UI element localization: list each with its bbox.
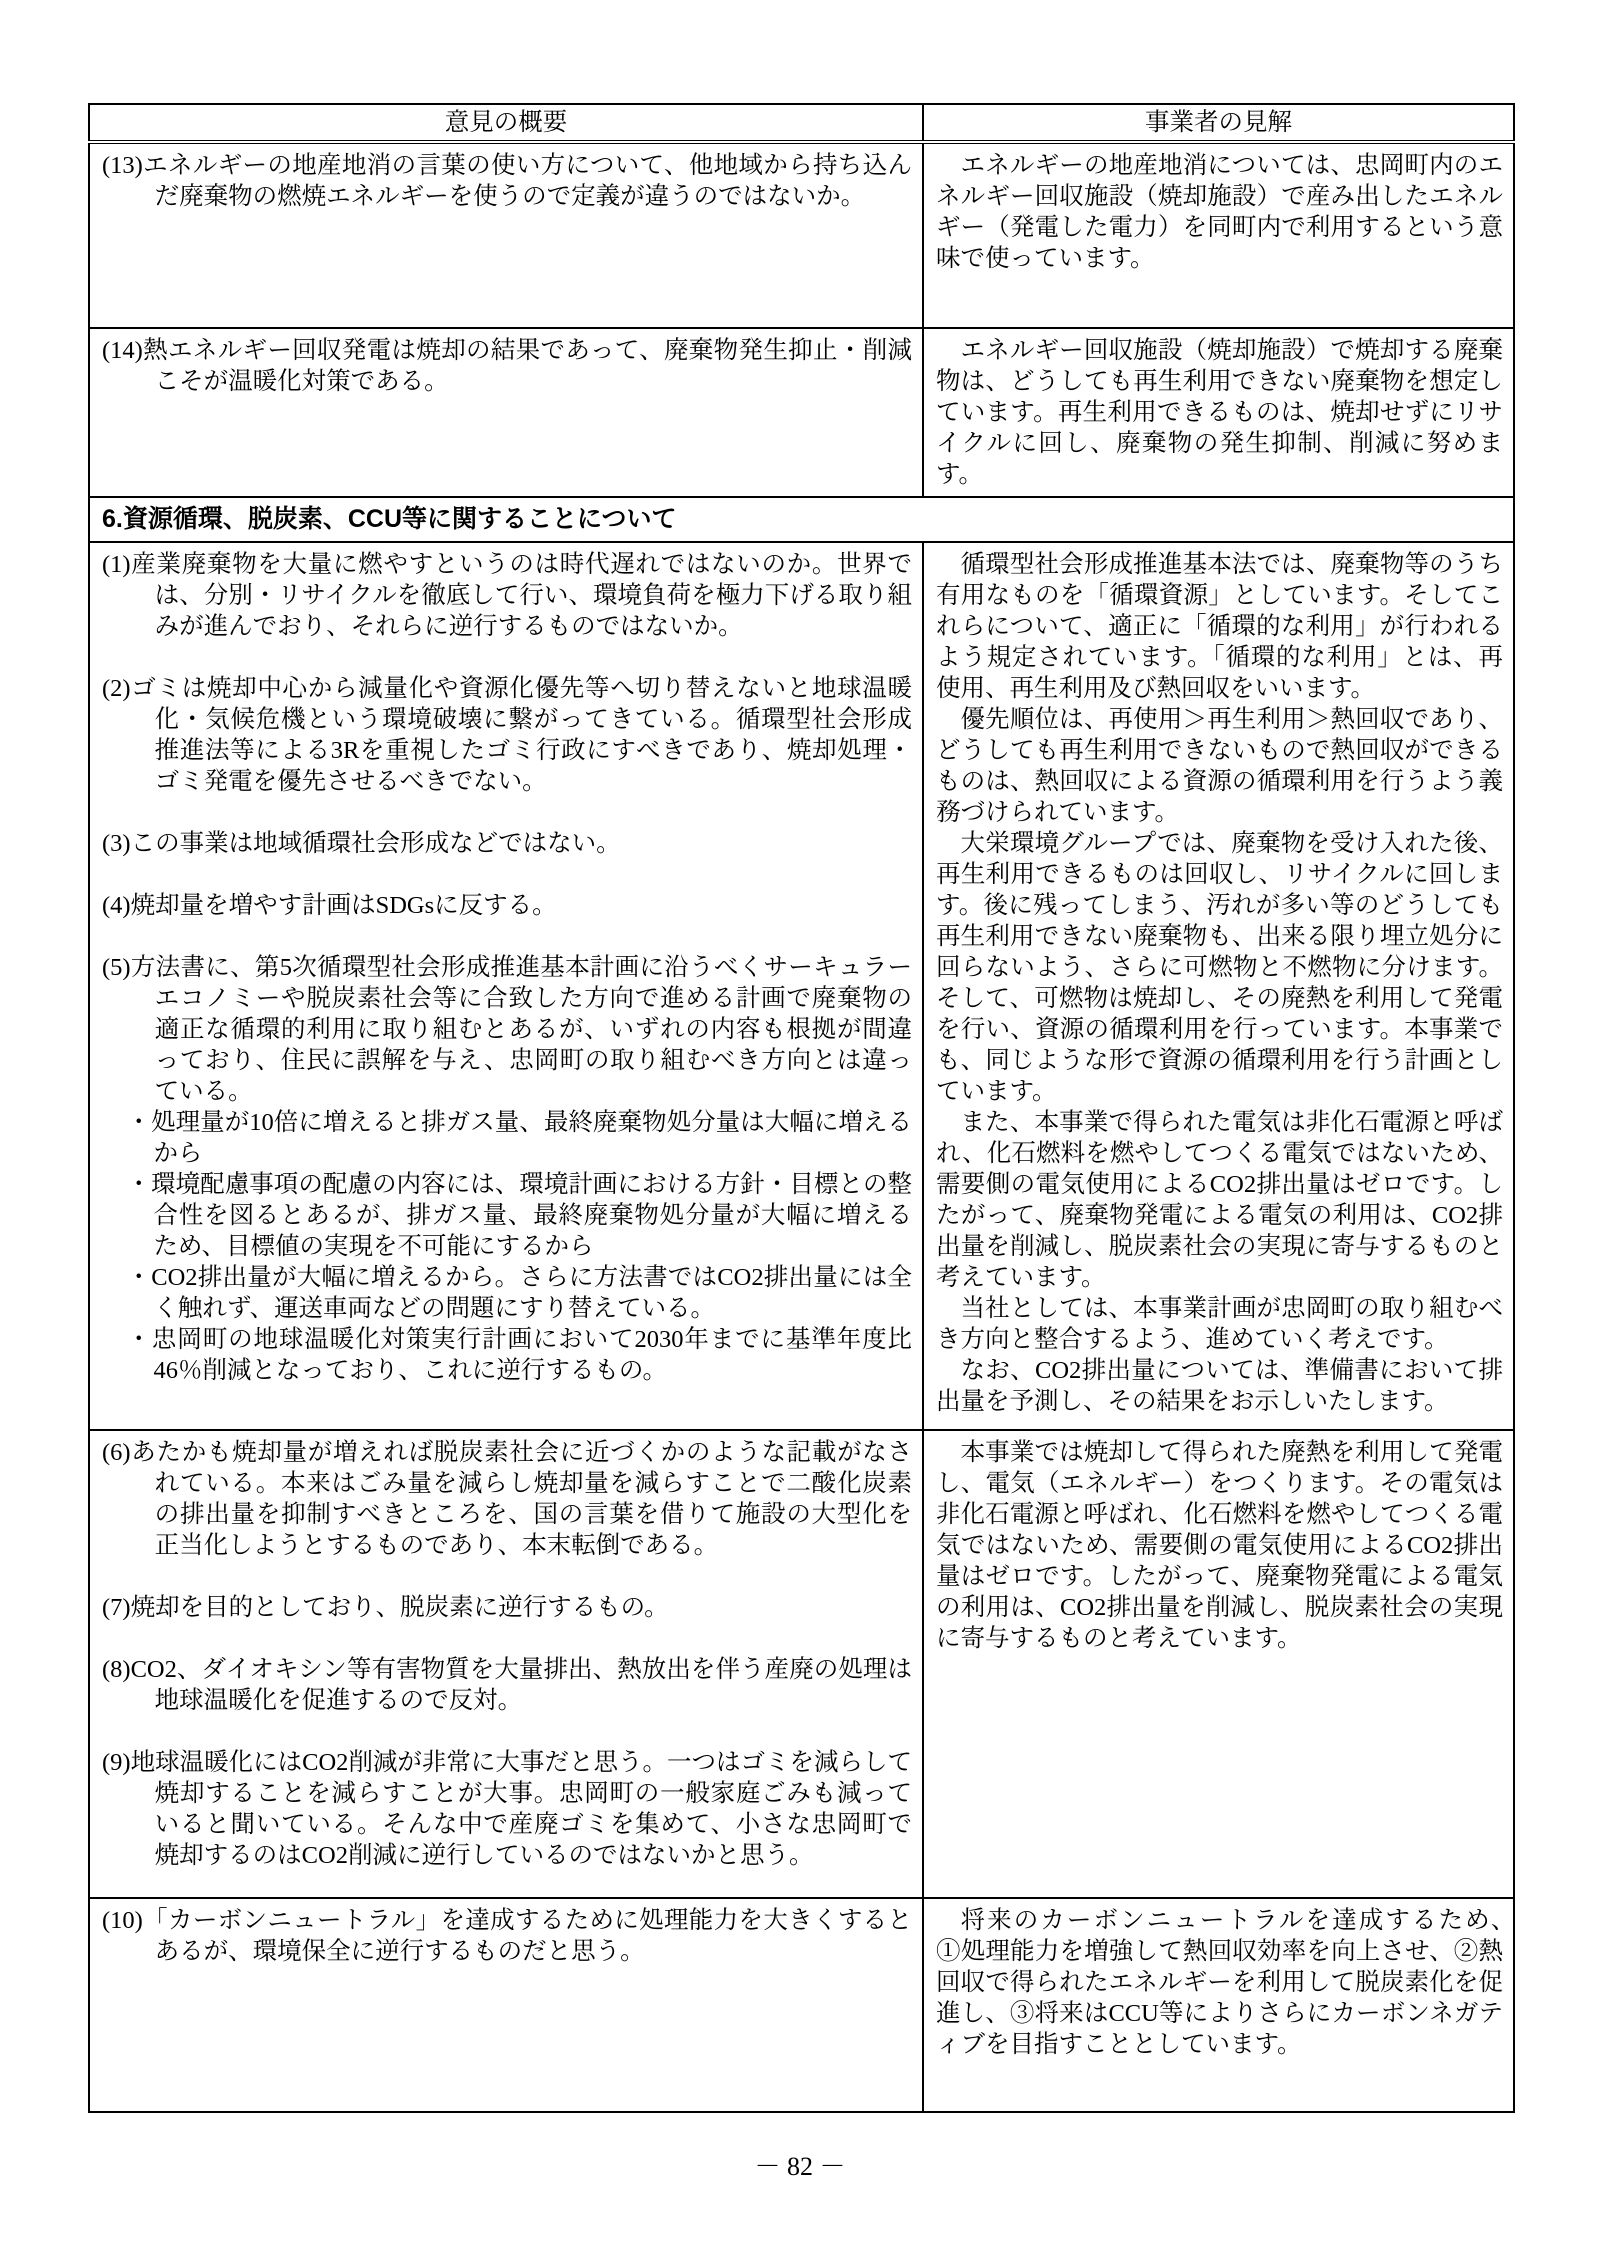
view-paragraph: 本事業では焼却して得られた廃熱を利用して発電し、電気（エネルギー）をつくります。その電気は非化石電源と呼ばれ、化石燃料を燃やしてつくる電気ではないため、需要側の電気使用によるCO2排出量はゼロです。したがって、廃棄物発電による電気の利用は、CO2排出量を削減し、脱炭素社会の実現に寄与するものと考えています。	[936, 1439, 1503, 1652]
page-number: － 82 －	[754, 2152, 846, 2181]
view-paragraph: 循環型社会形成推進基本法では、廃棄物等のうち有用なものを「循環資源」としています。そしてこれらについて、適正に「循環的な利用」が行われるよう規定されています。「循環的な利用」とは、再使用、再生利用及び熱回収をいいます。	[936, 551, 1503, 702]
opinion-item	[102, 1654, 912, 1716]
views-header-cell	[923, 104, 1514, 142]
bullet-marker: ・	[126, 1109, 152, 1136]
opinion-cell	[89, 1898, 923, 2112]
opinion-item-text: 産業廃棄物を大量に燃やすというのは時代遅れではないのか。世界では、分別・リサイクルを徹底して行い、環境負荷を極力下げる取り組みが進んでおり、それらに逆行するものではないか。	[130, 551, 912, 640]
opinion-item-text: 「カーボンニュートラル」を達成するために処理能力を大きくするとあるが、環境保全に逆行するものだと思う。	[142, 1907, 912, 1965]
opinion-item-text: ゴミは焼却中心から減量化や資源化優先等へ切り替えないと地球温暖化・気候危機という環境破壊に繋がってきている。循環型社会形成推進法等による3Rを重視したゴミ行政にすべきであり、焼却処理・ゴミ発電を優先させるべきでない。	[130, 675, 912, 795]
opinion-item-text: 忠岡町の地球温暖化対策実行計画において2030年までに基準年度比46％削減となっており、これに逆行するもの。	[151, 1326, 913, 1384]
opinion-item-label: (6)	[102, 1439, 131, 1466]
view-cell	[923, 142, 1514, 328]
opinion-item	[102, 673, 912, 797]
opinion-item-label: (9)	[102, 1749, 131, 1776]
opinion-item-text: 処理量が10倍に増えると排ガス量、最終廃棄物処分量は大幅に増えるから	[151, 1109, 913, 1167]
opinions-header-label: 意見の概要	[444, 109, 568, 136]
view-cell	[923, 542, 1514, 1430]
opinion-item	[102, 952, 912, 1107]
opinion-item-label: (7)	[102, 1594, 131, 1621]
opinion-item-text: あたかも焼却量が増えれば脱炭素社会に近づくかのような記載がなされている。本来はごみ量を減らし焼却量を減らすことで二酸化炭素の排出量を抑制すべきところを、国の言葉を借りて施設の大型化を正当化しようとするものであり、本末転倒である。	[130, 1439, 912, 1559]
opinion-item-text: 地球温暖化にはCO2削減が非常に大事だと思う。一つはゴミを減らして焼却することを減らすことが大事。忠岡町の一般家庭ごみも減っていると聞いている。そんな中で産廃ゴミを集めて、小さな忠岡町で焼却するのはCO2削減に逆行しているのではないかと思う。	[130, 1749, 912, 1869]
comment-response-table	[88, 103, 1528, 2113]
opinions-header-cell	[89, 104, 923, 142]
opinion-item-text: 熱エネルギー回収発電は焼却の結果であって、廃棄物発生抑止・削減こそが温暖化対策である。	[142, 337, 912, 395]
table-row	[89, 142, 1514, 328]
opinion-bullet-item	[102, 1262, 912, 1324]
opinion-item-text: 環境配慮事項の配慮の内容には、環境計画における方針・目標との整合性を図るとあるが、排ガス量、最終廃棄物処分量が大幅に増えるため、目標値の実現を不可能にするから	[151, 1171, 913, 1260]
table-row	[89, 542, 1514, 1430]
opinion-item-text: CO2排出量が大幅に増えるから。さらに方法書ではCO2排出量には全く触れず、運送車両などの問題にすり替えている。	[151, 1264, 912, 1322]
opinion-item	[102, 1747, 912, 1871]
opinion-bullet-item	[102, 1169, 912, 1262]
opinion-item-label: (5)	[102, 954, 131, 981]
view-cell	[923, 1898, 1528, 2112]
opinion-item	[102, 549, 912, 642]
section-heading-row	[89, 497, 1514, 542]
opinion-item-label: (10)	[102, 1907, 143, 1934]
opinion-bullet-item	[102, 1324, 912, 1386]
opinion-cell	[89, 1430, 923, 1898]
view-paragraph: 優先順位は、再使用＞再生利用＞熱回収であり、どうしても再生利用できないもので熱回収ができるものは、熱回収による資源の循環利用を行うよう義務づけられています。	[936, 706, 1503, 826]
view-cell	[923, 328, 1514, 497]
opinion-cell	[89, 142, 923, 328]
opinion-cell	[89, 542, 923, 1430]
section-heading-label: 6.資源循環、脱炭素、CCU等に関することについて	[102, 505, 677, 533]
opinion-item	[102, 1905, 912, 1967]
view-paragraph: また、本事業で得られた電気は非化石電源と呼ばれ、化石燃料を燃やしてつくる電気ではないため、需要側の電気使用によるCO2排出量はゼロです。したがって、廃棄物発電による電気の利用は、CO2排出量を削減し、脱炭素社会の実現に寄与するものと考えています。	[936, 1109, 1503, 1291]
view-paragraph: なお、CO2排出量については、準備書において排出量を予測し、その結果をお示しいたします。	[936, 1357, 1503, 1415]
bullet-marker: ・	[126, 1264, 152, 1291]
opinion-item-label: (4)	[102, 892, 131, 919]
view-cell	[923, 1430, 1514, 1898]
opinion-item-label: (2)	[102, 675, 131, 702]
bullet-marker: ・	[126, 1326, 152, 1353]
opinion-item-text: 方法書に、第5次循環型社会形成推進基本計画に沿うべくサーキュラーエコノミーや脱炭素社会等に合致した方向で進める計画で廃棄物の適正な循環的利用に取り組むとあるが、いずれの内容も根拠が間違っており、住民に誤解を与え、忠岡町の取り組むべき方向とは違っている。	[130, 954, 912, 1105]
table-header-row	[89, 104, 1514, 142]
view-paragraph: 将来のカーボンニュートラルを達成するため、 ①処理能力を増強して熱回収効率を向上させ、②熱回収で得られたエネルギーを利用して脱炭素化を促進し、③将来はCCU等によりさらにカーボンネガティブを目指すこととしています。	[936, 1907, 1528, 2058]
opinion-item	[102, 1592, 912, 1623]
views-header-label: 事業者の見解	[1145, 109, 1292, 136]
view-paragraph: エネルギーの地産地消については、忠岡町内のエネルギー回収施設（焼却施設）で産み出したエネルギー（発電した電力）を同町内で利用するという意味で使っています。	[936, 152, 1503, 272]
opinion-cell	[89, 328, 923, 497]
view-paragraph: 当社としては、本事業計画が忠岡町の取り組むべき方向と整合するよう、進めていく考えです。	[936, 1295, 1503, 1353]
opinion-item-label: (8)	[102, 1656, 131, 1683]
opinion-item-text: 焼却を目的としており、脱炭素に逆行するもの。	[130, 1594, 669, 1621]
table-row	[89, 1430, 1514, 1898]
opinion-item	[102, 1437, 912, 1561]
view-paragraph: 大栄環境グループでは、廃棄物を受け入れた後、再生利用できるものは回収し、リサイクルに回します。後に残ってしまう、汚れが多い等のどうしても再生利用できない廃棄物も、出来る限り埋立処分に回らないよう、さらに可燃物と不燃物に分けます。そして、可燃物は焼却し、その廃熱を利用して発電を行い、資源の循環利用を行っています。本事業でも、同じような形で資源の循環利用を行う計画としています。	[936, 830, 1503, 1105]
opinion-item-label: (14)	[102, 337, 143, 364]
opinion-item	[102, 335, 912, 397]
opinion-item	[102, 890, 912, 921]
view-paragraph: エネルギー回収施設（焼却施設）で焼却する廃棄物は、どうしても再生利用できない廃棄物を想定しています。再生利用できるものは、焼却せずにリサイクルに回し、廃棄物の発生抑制、削減に努めます。	[936, 337, 1503, 488]
opinion-bullet-item	[102, 1107, 912, 1169]
opinion-item-label: (13)	[102, 152, 143, 179]
bullet-marker: ・	[126, 1171, 152, 1198]
section-heading-cell	[89, 497, 1514, 542]
opinion-item-text: 焼却量を増やす計画はSDGsに反する。	[130, 892, 557, 919]
opinion-item-label: (1)	[102, 551, 131, 578]
opinion-item-text: この事業は地域循環社会形成などではない。	[130, 830, 621, 857]
opinion-item-text: エネルギーの地産地消の言葉の使い方について、他地域から持ち込んだ廃棄物の燃焼エネルギーを使うので定義が違うのではないか。	[142, 152, 912, 210]
table-row	[89, 328, 1514, 497]
table-row	[89, 1898, 1514, 2112]
opinion-item	[102, 828, 912, 859]
opinion-item	[102, 150, 912, 212]
opinion-item-label: (3)	[102, 830, 131, 857]
opinion-item-text: CO2、ダイオキシン等有害物質を大量排出、熱放出を伴う産廃の処理は地球温暖化を促進するので反対。	[130, 1656, 912, 1714]
